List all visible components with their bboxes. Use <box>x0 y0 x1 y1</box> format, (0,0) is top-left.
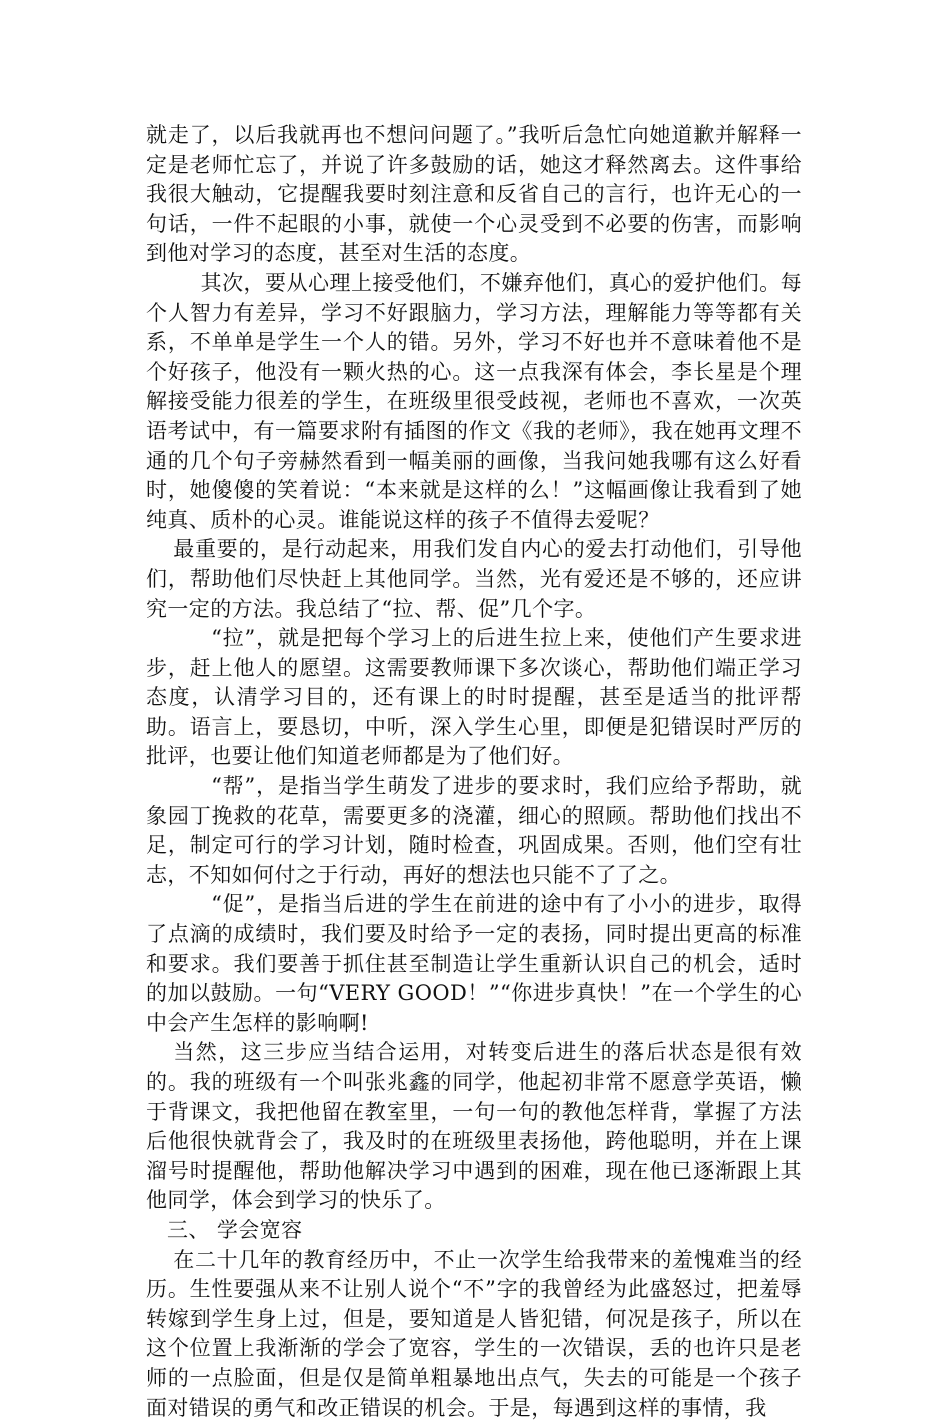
paragraph-tolerance: 在二十几年的教育经历中，不止一次学生给我带来的羞愧难当的经历。生性要强从来不让别人说个“不”字的我曾经为此盛怒过，把羞辱转嫁到学生身上过，但是，要知道是人皆犯错，何况是孩子，所以在这个位置上我渐渐的学会了宽容，学生的一次错误，丢的也许只是老师的一点脸面，但是仅是简单粗暴地出点气，失去的可能是一个孩子面对错误的勇气和改正错误的机会。于是，每遇到这样的事情，我 <box>146 1247 802 1420</box>
paragraph-combined-use: 当然，这三步应当结合运用，对转变后进生的落后状态是很有效的。我的班级有一个叫张兆鑫的同学，他起初非常不愿意学英语，懒于背课文，我把他留在教室里，一句一句的教他怎样背，掌握了方法后他很快就背会了，我及时的在班级里表扬他，跨他聪明，并在上课溜号时提醒他，帮助他解决学习中遇到的困难，现在他已逐渐跟上其他同学，体会到学习的快乐了。 <box>146 1040 802 1213</box>
document-body <box>146 121 802 1423</box>
paragraph-continuation: 就走了，以后我就再也不想问问题了。”我听后急忙向她道歉并解释一定是老师忙忘了，并说了许多鼓励的话，她这才释然离去。这件事给我很大触动，它提醒我要时刻注意和反省自己的言行，也许无心的一句话，一件不起眼的小事，就使一个心灵受到不必要的伤害，而影响到他对学习的态度，甚至对生活的态度。 <box>146 123 802 266</box>
paragraph-take-action: 最重要的，是行动起来，用我们发自内心的爱去打动他们，引导他们，帮助他们尽快赶上其他同学。当然，光有爱还是不够的，还应讲究一定的方法。我总结了“拉、帮、促”几个字。 <box>146 537 802 621</box>
paragraph-accept-students: 其次，要从心理上接受他们，不嫌弃他们，真心的爱护他们。每个人智力有差异，学习不好跟脑力，学习方法，理解能力等等都有关系，不单单是学生一个人的错。另外，学习不好也并不意味着他不是个好孩子，他没有一颗火热的心。这一点我深有体会，李长星是个理解接受能力很差的学生，在班级里很受歧视，老师也不喜欢，一次英语考试中，有一篇要求附有插图的作文《我的老师》，我在她再文理不通的几个句子旁赫然看到一幅美丽的画像，当我问她我哪有这么好看时，她傻傻的笑着说：“本来就是这样的么！”这幅画像让我看到了她纯真、质朴的心灵。谁能说这样的孩子不值得去爱呢？ <box>146 270 802 532</box>
paragraph-promote: “促”，是指当后进的学生在前进的途中有了小小的进步，取得了点滴的成绩时，我们要及时给予一定的表扬，同时提出更高的标准和要求。我们要善于抓住甚至制造让学生重新认识自己的机会，适时的加以鼓励。一句“VERY GOOD！”“你进步真快！”在一个学生的心中会产生怎样的影响啊! <box>146 892 802 1035</box>
section-heading-tolerance: 三、 学会宽容 <box>167 1217 303 1242</box>
paragraph-pull: “拉”，就是把每个学习上的后进生拉上来，使他们产生要求进步，赶上他人的愿望。这需要教师课下多次谈心，帮助他们端正学习态度，认清学习目的，还有课上的时时提醒，甚至是适当的批评帮助。语言上，要恳切，中听，深入学生心里，即便是犯错误时严厉的批评，也要让他们知道老师都是为了他们好。 <box>146 626 802 769</box>
paragraph-help: “帮”，是指当学生萌发了进步的要求时，我们应给予帮助，就象园丁挽救的花草，需要更多的浇灌，细心的照顾。帮助他们找出不足，制定可行的学习计划，随时检查，巩固成果。否则，他们空有壮志，不知如何付之于行动，再好的想法也只能不了了之。 <box>146 774 802 887</box>
